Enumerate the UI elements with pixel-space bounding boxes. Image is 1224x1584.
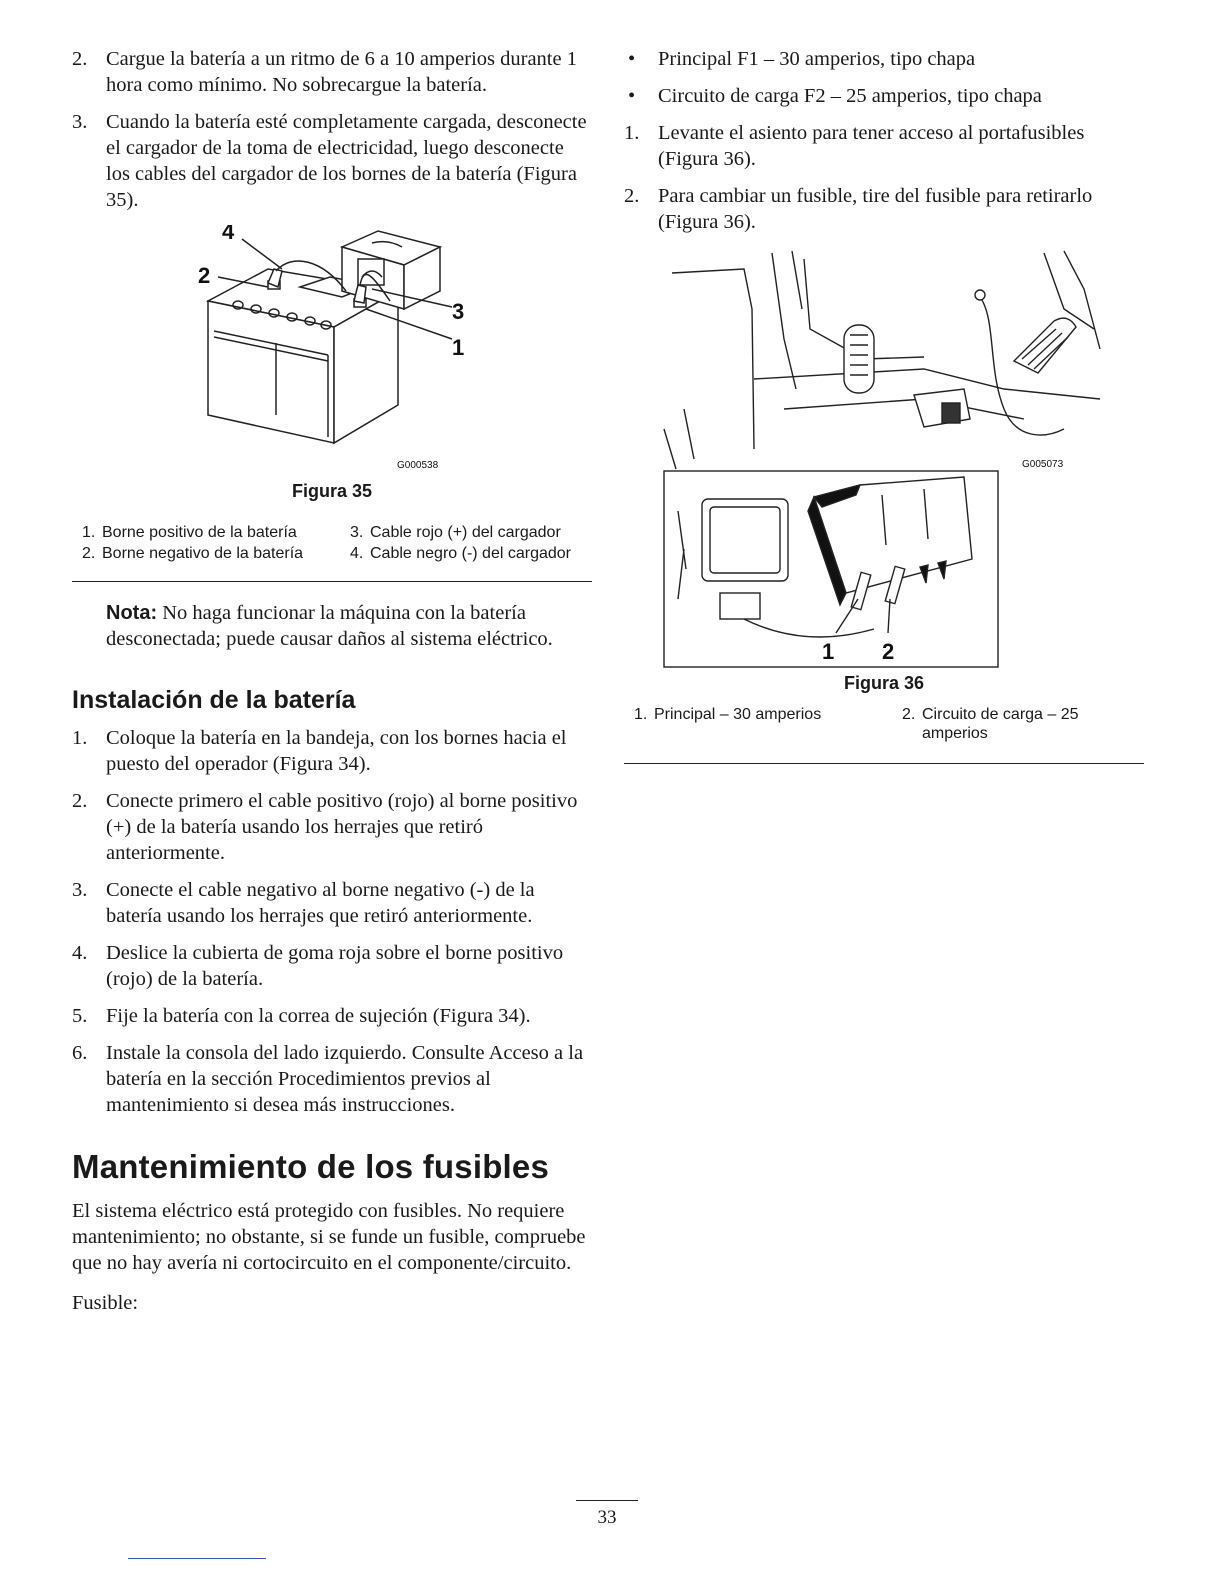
figure-caption: Figura 36 <box>843 673 925 693</box>
divider <box>72 581 592 582</box>
left-column <box>72 46 592 1316</box>
legend-item: 2. Borne negativo de la batería <box>82 545 304 562</box>
list-item <box>72 877 592 929</box>
divider <box>624 763 1144 764</box>
list-item <box>72 1040 592 1118</box>
step-number: 2. <box>72 790 88 812</box>
list-item: • Circuito de carga F2 – 25 amperios, tipo chapa <box>628 85 1042 107</box>
figure-code: G005073 <box>1022 459 1064 470</box>
step-number: 1. <box>624 122 640 144</box>
battery-charger-illustration <box>72 225 592 495</box>
install-heading: Instalación de la batería <box>72 686 356 714</box>
figure-35 <box>72 225 592 517</box>
legend-item: 1. Principal – 30 amperios <box>634 706 822 723</box>
step-text: Instale la consola del lado izquierdo. Consulte Acceso a la batería en la sección Procedimientos previos al mantenimiento si desea más instrucciones. <box>106 1042 584 1116</box>
step-text: Deslice la cubierta de goma roja sobre el borne positivo (rojo) de la batería. <box>106 942 564 990</box>
step-number: 6. <box>72 1042 88 1064</box>
list-item <box>72 1003 592 1029</box>
callout-1: 1 <box>452 335 465 360</box>
list-item <box>72 940 592 992</box>
callout-2: 2 <box>198 263 211 288</box>
fuse-heading: Mantenimiento de los fusibles <box>72 1148 550 1185</box>
step-number: 2. <box>72 48 88 70</box>
step-number: 1. <box>72 727 88 749</box>
step-text: Levante el asiento para tener acceso al portafusibles (Figura 36). <box>658 122 1085 170</box>
note-text: No haga funcionar la máquina con la batería desconectada; puede causar daños al sistema eléctrico. <box>106 602 553 650</box>
step-text: Cuando la batería esté completamente cargada, desconecte el cargador de la toma de electricidad, luego desconecte los cables del cargador de los bornes de la batería (Figura 35). <box>106 111 587 211</box>
figure-35-legend <box>72 523 592 565</box>
footer-line <box>128 1558 266 1559</box>
legend-item: 2. Circuito de carga – 25 amperios <box>902 706 1079 742</box>
callout-4: 4 <box>222 225 235 244</box>
callout-1: 1 <box>822 639 835 664</box>
step-number: 2. <box>624 185 640 207</box>
list-item <box>72 109 592 213</box>
step-text: Para cambiar un fusible, tire del fusible para retirarlo (Figura 36). <box>658 185 1093 233</box>
install-steps <box>72 725 592 1118</box>
list-item <box>624 120 1144 172</box>
step-number: 3. <box>72 879 88 901</box>
fuse-list <box>624 46 1144 109</box>
figure-code: G000538 <box>397 460 439 471</box>
list-item <box>72 788 592 866</box>
list-item: • Principal F1 – 30 amperios, tipo chapa <box>628 48 976 70</box>
figure-36-legend <box>624 705 1144 745</box>
step-text: Coloque la batería en la bandeja, con los bornes hacia el puesto del operador (Figura 34). <box>106 727 567 775</box>
fuse-label: Fusible: <box>72 1292 139 1314</box>
step-text: Cargue la batería a un ritmo de 6 a 10 amperios durante 1 hora como mínimo. No sobrecargue la batería. <box>106 48 577 96</box>
step-number: 4. <box>72 942 88 964</box>
figure-36 <box>624 249 1144 699</box>
right-column <box>624 46 1144 764</box>
note-label: Nota: <box>106 602 158 624</box>
step-text: Conecte el cable negativo al borne negativo (-) de la batería usando los herrajes que retiró anteriormente. <box>106 879 535 927</box>
step-text: Fije la batería con la correa de sujeción (Figura 34). <box>106 1005 531 1027</box>
list-item <box>624 183 1144 235</box>
list-item <box>72 46 592 98</box>
legend-item: 1. Borne positivo de la batería <box>82 524 297 541</box>
fuse-paragraph: El sistema eléctrico está protegido con fusibles. No requiere mantenimiento; no obstante, si se funde un fusible, compruebe que no hay avería ni cortocircuito en el componente/circuito. <box>72 1200 586 1274</box>
figure-caption: Figura 35 <box>291 481 373 501</box>
charge-steps <box>72 46 592 213</box>
step-number: 5. <box>72 1005 88 1027</box>
legend-item: 3. Cable rojo (+) del cargador <box>350 524 561 541</box>
fuse-steps <box>624 120 1144 235</box>
page-number: 33 <box>576 1500 638 1529</box>
step-text: Conecte primero el cable positivo (rojo) al borne positivo (+) de la batería usando los herrajes que retiró anteriormente. <box>106 790 578 864</box>
callout-3: 3 <box>452 299 465 324</box>
note <box>72 600 592 652</box>
legend-item: 4. Cable negro (-) del cargador <box>350 545 571 562</box>
callout-2: 2 <box>882 639 895 664</box>
step-number: 3. <box>72 111 88 133</box>
fuse-holder-illustration <box>624 249 1144 673</box>
list-item <box>72 725 592 777</box>
